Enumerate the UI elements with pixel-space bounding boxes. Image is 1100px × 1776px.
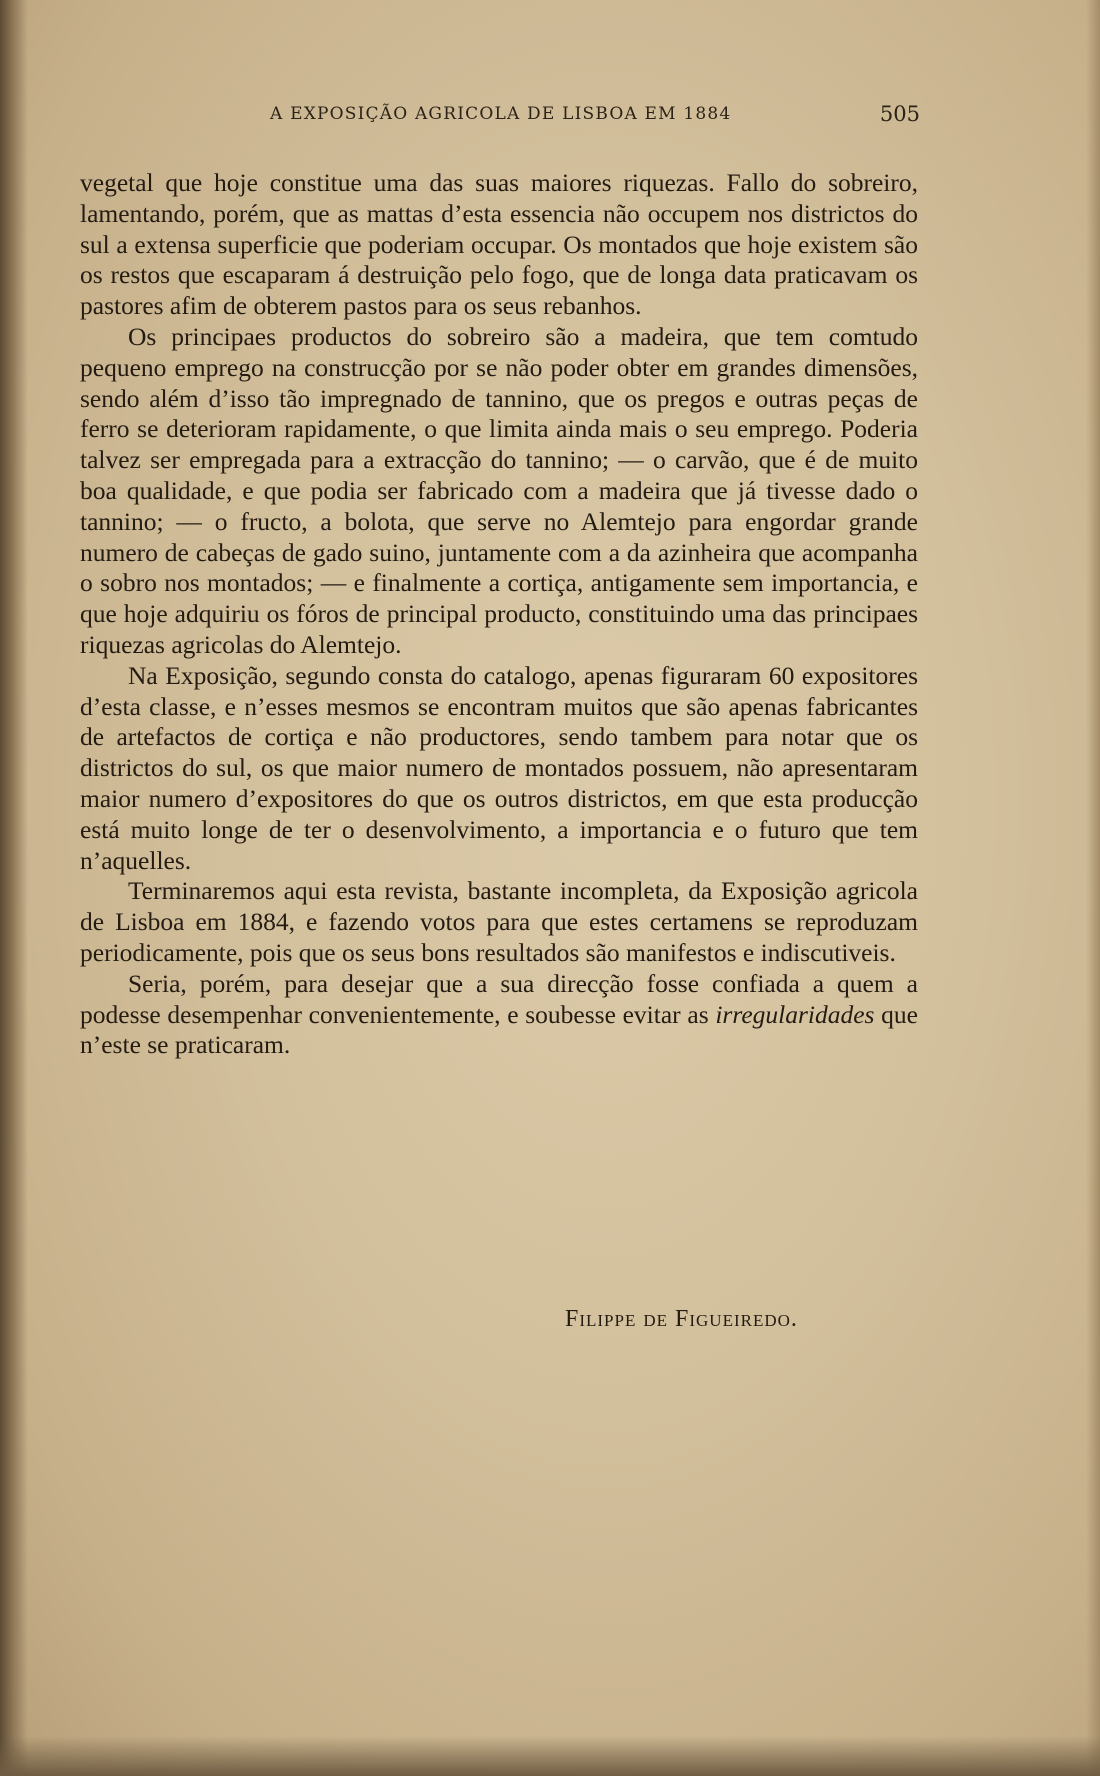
bottom-shadow (0, 1736, 1100, 1776)
paragraph-5 (80, 969, 918, 1061)
paragraph-2: Os principaes productos do sobreiro são a madeira, que tem comtudo pequeno emprego na construcção por se não poder obter em grandes dimensões, sendo além d’isso tão impregnado de tannino, que os pregos e outras peças de ferro se deterioram rapidamente, o que limita ainda mais o seu emprego. Poderia talvez ser empregada para a extracção do tannino; — o carvão, que é de muito boa qualidade, e que podia ser fabricado com a madeira que já tivesse dado o tannino; — o fructo, a bolota, que serve no Alemtejo para engordar grande numero de cabeças de gado suino, juntamente com a da azinheira que acompanha o sobro nos montados; — e finalmente a cortiça, antigamente sem importancia, e que hoje adquiriu os fóros de principal producto, constituindo uma das principaes riquezas agricolas do Alemtejo. (80, 321, 918, 659)
paragraph-5-start: Seria, porém, para desejar que a sua direcção fosse confiada a quem a podesse desempenhar convenientemente, e soubesse evitar as (80, 968, 918, 1029)
paragraph-4: Terminaremos aqui esta revista, bastante incompleta, da Exposição agricola de Lisboa em 1884, e fazendo votos para que estes certamens se reproduzam periodicamente, pois que os seus bons resultados são manifestos e indiscutiveis. (80, 876, 918, 967)
paragraph-3: Na Exposição, segundo consta do catalogo, apenas figuraram 60 expositores d’esta classe, e n’esses mesmos se encontram muitos que são apenas fabricantes de artefactos de cortiça e não productores, sendo tambem para notar que os districtos do sul, os que maior numero de montados possuem, não apresentaram maior numero d’expositores do que os outros districtos, em que esta producção está muito longe de ter o desenvolvimento, a importancia e o futuro que tem n’aquelles. (80, 660, 918, 875)
page-edge (1086, 0, 1100, 1776)
page-header (80, 100, 920, 134)
running-head: A EXPOSIÇÃO AGRICOLA DE LISBOA EM 1884 (270, 104, 732, 124)
paragraph-1: vegetal que hoje constitue uma das suas maiores riquezas. Fallo do sobreiro, lamentando, porém, que as mattas d’esta essencia não occupem nos districtos do sul a extensa superficie que poderiam occupar. Os montados que hoje existem são os restos que escaparam á destruição pelo fogo, que de longa data praticavam os pastores afim de obterem pastos para os seus rebanhos. (80, 168, 918, 321)
body-text (80, 168, 918, 1061)
author-signature: Filippe de Figueiredo. (565, 1306, 798, 1332)
paragraph-5-end: que n’este se praticaram. (80, 999, 918, 1060)
page-number: 505 (879, 102, 920, 126)
spine-shadow (0, 0, 28, 1776)
italic-term: irregularidades (715, 999, 875, 1029)
